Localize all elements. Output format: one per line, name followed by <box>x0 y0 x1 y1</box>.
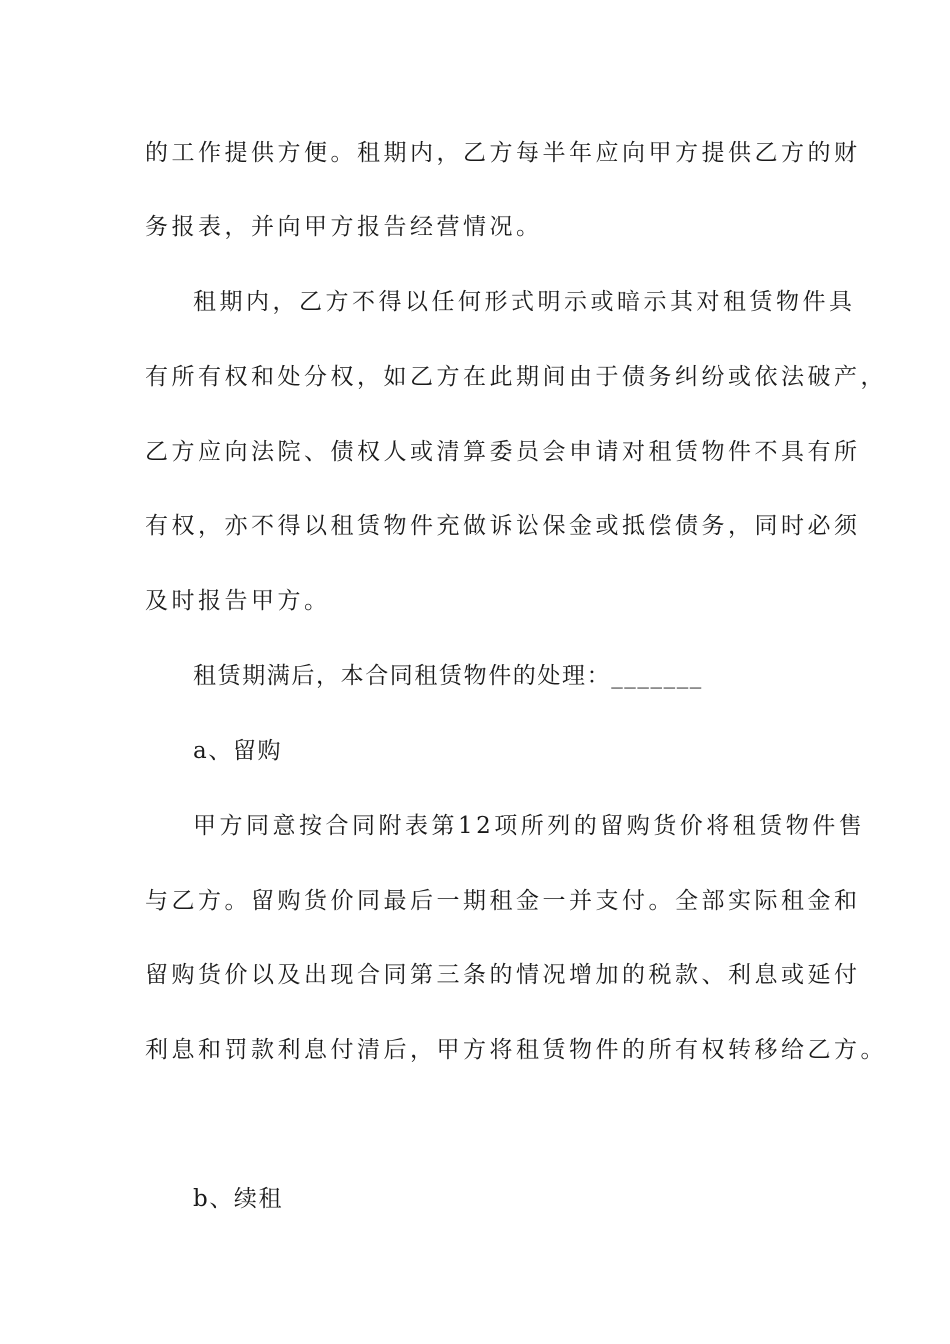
text-line: 乙方应向法院、债权人或清算委员会申请对租赁物件不具有所 <box>145 439 861 465</box>
disposal-heading-line: 租赁期满后，本合同租赁物件的处理：_______ <box>193 663 703 689</box>
text-line: 务报表，并向甲方报告经营情况。 <box>145 214 543 240</box>
option-b-heading: b、续租 <box>193 1186 284 1212</box>
text-line: 的工作提供方便。租期内，乙方每半年应向甲方提供乙方的财 <box>145 140 861 166</box>
option-a-heading: a、留购 <box>193 738 283 764</box>
text-line: 有权，亦不得以租赁物件充做诉讼保金或抵偿债务，同时必须 <box>145 513 861 539</box>
paragraph-start-line: 租期内，乙方不得以任何形式明示或暗示其对租赁物件具 <box>193 289 856 315</box>
text-line: 与乙方。留购货价同最后一期租金一并支付。全部实际租金和 <box>145 888 861 914</box>
paragraph-start-line: 甲方同意按合同附表第12项所列的留购货价将租赁物件售 <box>193 813 866 839</box>
text-line: 留购货价以及出现合同第三条的情况增加的税款、利息或延付 <box>145 962 861 988</box>
text-line: 及时报告甲方。 <box>145 588 331 614</box>
text-line: 有所有权和处分权，如乙方在此期间由于债务纠纷或依法破产， <box>145 364 887 390</box>
text-line: 利息和罚款利息付清后，甲方将租赁物件的所有权转移给乙方。 <box>145 1037 887 1063</box>
